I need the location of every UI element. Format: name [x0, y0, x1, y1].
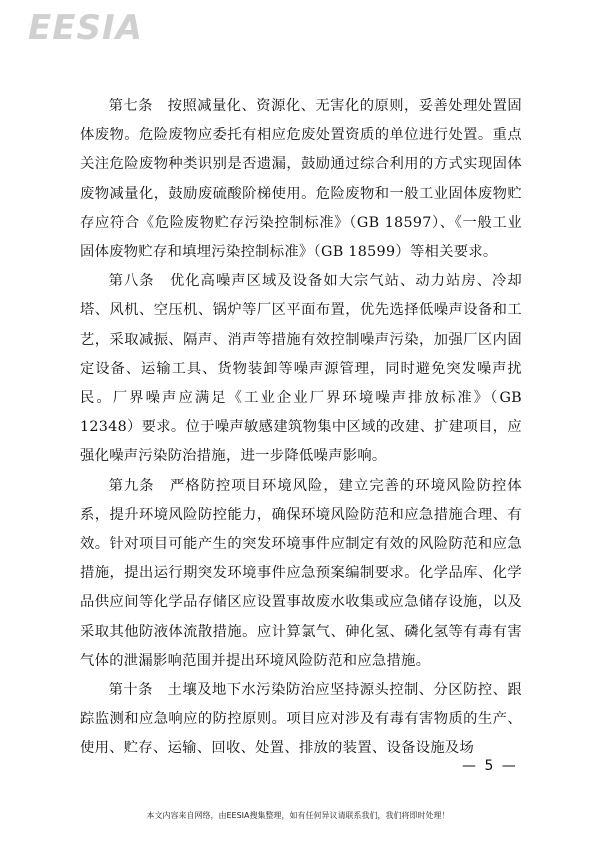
page-number: — 5 —: [462, 758, 518, 774]
document-body: [80, 92, 522, 764]
article-9-paragraph: 第九条 严格防控项目环境风险，建立完善的环境风险防控体系，提升环境风险防控能力，确保环境风险防范和应急措施合理、有效。针对项目可能产生的突发环境事件应制定有效的风险防范和应急措施，提出运行期突发环境事件应急预案编制要求。化学品库、化学品供应间等化学品存储区应设置事故废水收集或应急储存设施，以及采取其他防液体流散措施。应计算氯气、砷化氢、磷化氢等有毒有害气体的泄漏影响范围并提出环境风险防范和应急措施。: [80, 477, 522, 669]
footer-disclaimer: 本文内容来自网络，由EESIA搜集整理，如有任何异议请联系我们，我们将即时处理！: [146, 811, 450, 820]
article-10-paragraph: 第十条 土壤及地下水污染防治应坚持源头控制、分区防控、跟踪监测和应急响应的防控原则。项目应对涉及有毒有害物质的生产、使用、贮存、运输、回收、处置、排放的装置、设备设施及场: [80, 682, 522, 757]
eesia-watermark-logo: EESIA: [28, 8, 143, 48]
article-7-paragraph: 第七条 按照减量化、资源化、无害化的原则，妥善处理处置固体废物。危险废物应委托有相应危废处置资质的单位进行处置。重点关注危险废物种类识别是否遗漏，鼓励通过综合利用的方式实现固体废物减量化，鼓励废硫酸阶梯使用。危险废物和一般工业固体废物贮存应符合《危险废物贮存污染控制标准》（GB 18597）、《一般工业固体废物贮存和填埋污染控制标准》（GB 18599）等相关要求。: [80, 98, 522, 261]
article-8-paragraph: 第八条 优化高噪声区域及设备如大宗气站、动力站房、冷却塔、风机、空压机、锅炉等厂区平面布置，优先选择低噪声设备和工艺，采取减振、隔声、消声等措施有效控制噪声污染，加强厂区内固定设备、运输工具、货物装卸等噪声源管理，同时避免突发噪声扰民。厂界噪声应满足《工业企业厂界环境噪声排放标准》（GB 12348）要求。位于噪声敏感建筑物集中区域的改建、扩建项目，应强化噪声污染防治措施，进一步降低噪声影响。: [80, 273, 522, 465]
